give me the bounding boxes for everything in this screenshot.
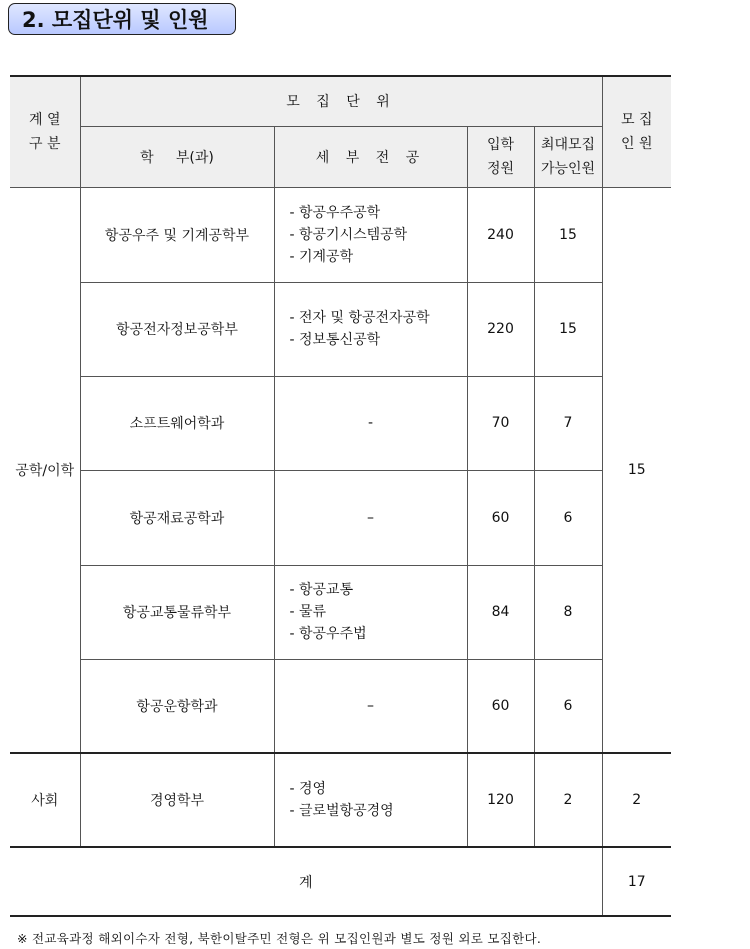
majors-cell: - <box>274 376 467 470</box>
majors-cell: – <box>274 659 467 753</box>
header-field-cell <box>10 76 80 187</box>
header-quota-line1: 입학 <box>486 136 515 153</box>
count-cell: 2 <box>602 753 671 847</box>
dept-cell: 항공교통물류학부 <box>80 565 274 659</box>
max-cell: 6 <box>534 659 602 753</box>
count-cell: 15 <box>602 187 671 753</box>
majors-cell: – <box>274 470 467 565</box>
recruitment-table <box>10 75 671 917</box>
header-count-line1: 모 집 <box>621 111 653 128</box>
dept-cell: 소프트웨어학과 <box>80 376 274 470</box>
table-row <box>10 187 671 282</box>
header-max-line1: 최대모집 <box>540 136 596 153</box>
majors-cell <box>274 187 467 282</box>
max-cell: 7 <box>534 376 602 470</box>
max-cell: 6 <box>534 470 602 565</box>
max-cell: 15 <box>534 282 602 376</box>
max-cell: 2 <box>534 753 602 847</box>
major-item: - 경영 <box>289 781 327 797</box>
quota-cell: 220 <box>467 282 534 376</box>
header-unit: 모 집 단 위 <box>286 94 396 111</box>
dept-cell: 항공전자정보공학부 <box>80 282 274 376</box>
major-item: - 기계공학 <box>289 248 354 265</box>
header-max-cell <box>534 126 602 187</box>
table-row <box>10 753 671 847</box>
dept-cell: 항공재료공학과 <box>80 470 274 565</box>
header-count-cell <box>602 76 671 187</box>
major-item: - 물류 <box>289 604 327 620</box>
table-row <box>10 659 671 753</box>
major-item: - 항공우주공학 <box>289 204 381 221</box>
table-row <box>10 376 671 470</box>
quota-cell: 240 <box>467 187 534 282</box>
total-value: 17 <box>602 847 671 916</box>
table-row <box>10 470 671 565</box>
majors-cell <box>274 753 467 847</box>
total-row <box>10 847 671 916</box>
major-item: - 글로벌항공경영 <box>289 803 394 819</box>
major-item: - 항공교통 <box>289 582 354 598</box>
table-row <box>10 282 671 376</box>
major-item: - 정보통신공학 <box>289 332 381 348</box>
quota-cell: 120 <box>467 753 534 847</box>
major-item: - 항공기시스템공학 <box>289 226 408 243</box>
header-major-cell <box>274 126 467 187</box>
header-count-line2: 인 원 <box>621 135 653 152</box>
header-max-line2: 가능인원 <box>540 160 596 177</box>
total-label: 계 <box>10 847 602 916</box>
dept-cell: 경영학부 <box>80 753 274 847</box>
header-dept: 학 부(과) <box>80 126 274 187</box>
header-field-line2: 구 분 <box>29 135 61 152</box>
max-cell: 8 <box>534 565 602 659</box>
section-title-text: 2. 모집단위 및 인원 <box>22 8 209 32</box>
quota-cell: 70 <box>467 376 534 470</box>
field-cell: 사회 <box>10 753 80 847</box>
max-cell: 15 <box>534 187 602 282</box>
quota-cell: 84 <box>467 565 534 659</box>
header-major: 세 부 전 공 <box>315 149 426 166</box>
header-quota-line2: 정원 <box>486 160 515 177</box>
footnote: ※ 전교육과정 해외이수자 전형, 북한이탈주민 전형은 위 모집인원과 별도 정원 외로 모집한다. <box>17 931 542 946</box>
section-title <box>8 3 236 35</box>
dept-cell: 항공우주 및 기계공학부 <box>80 187 274 282</box>
dept-cell: 항공운항학과 <box>80 659 274 753</box>
header-field-line1: 계 열 <box>29 111 61 128</box>
table-row <box>10 565 671 659</box>
major-item: - 전자 및 항공전자공학 <box>289 310 430 326</box>
field-cell: 공학/이학 <box>10 187 80 753</box>
majors-cell <box>274 565 467 659</box>
header-quota-cell <box>467 126 534 187</box>
header-unit-cell <box>80 76 602 126</box>
quota-cell: 60 <box>467 470 534 565</box>
quota-cell: 60 <box>467 659 534 753</box>
majors-cell <box>274 282 467 376</box>
major-item: - 항공우주법 <box>289 626 367 642</box>
